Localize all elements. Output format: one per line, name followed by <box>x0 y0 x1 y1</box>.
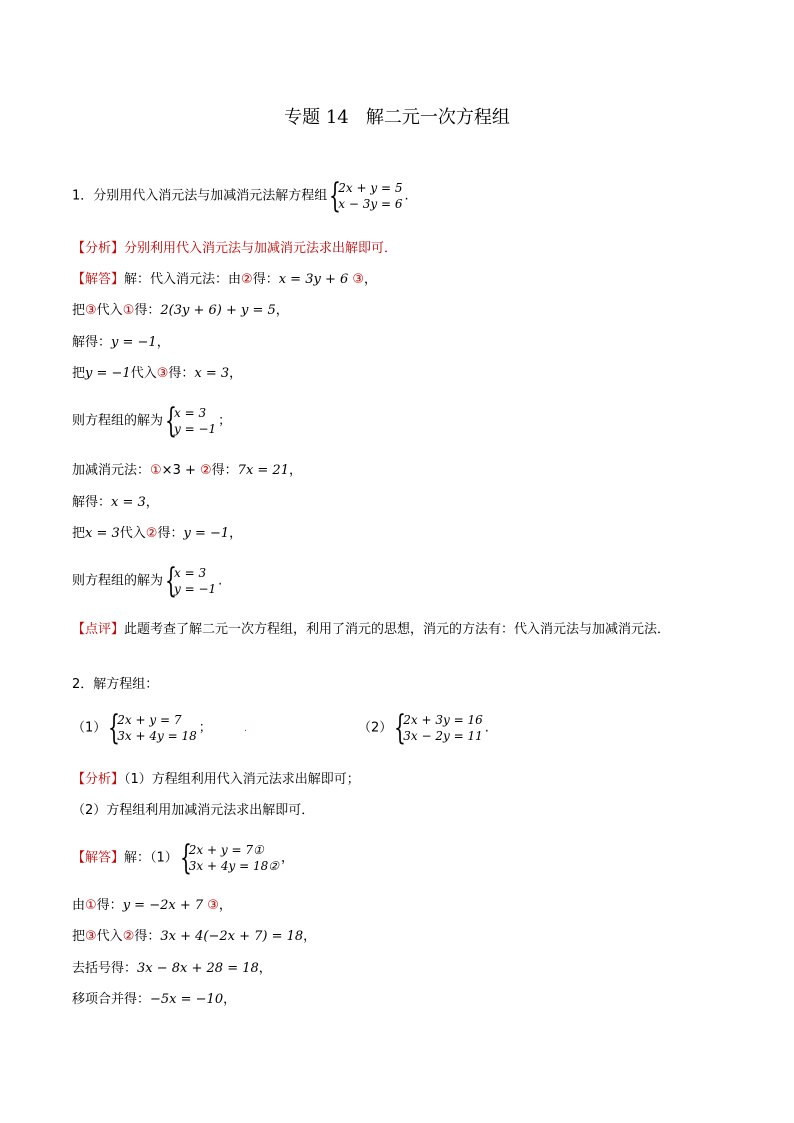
analysis-1: 【分析】分别利用代入消元法与加减消元法求出解即可． <box>72 241 398 256</box>
title-number: 14 <box>325 107 349 128</box>
question-1: 1．分别用代入消元法与加减消元法解方程组 { 2x + y = 5 x − 3y = 6 . <box>72 176 409 216</box>
solution-system: { x = 3 y = −1 <box>165 401 217 441</box>
stray-dot: . <box>244 724 247 734</box>
answer-2-line-5: 移项合并得：−5x = −10， <box>72 992 237 1007</box>
question-2-label: 2．解方程组： <box>72 677 159 692</box>
equation-system: { 2x + y = 7① 3x + 4y = 18② <box>179 838 280 878</box>
answer-1-line-5: 则方程组的解为 { x = 3 y = −1 ； <box>72 401 232 441</box>
answer-1-line-9: 则方程组的解为 { x = 3 y = −1 . <box>72 561 223 601</box>
answer-1-line-7: 解得：x = 3， <box>72 495 159 510</box>
answer-2-line-2: 由①得：y = −2x + 7 ③， <box>72 898 232 913</box>
analysis-tag: 【分析】 <box>72 241 125 256</box>
question-2-part-1: （1） { 2x + y = 7 3x + 4y = 18 ； <box>72 708 212 748</box>
answer-2-line-3: 把③代入②得：3x + 4(−2x + 7) = 18， <box>72 929 317 944</box>
page-title <box>0 106 794 130</box>
answer-1-line-8: 把x = 3代入②得：y = −1， <box>72 526 243 541</box>
equation-system: { 2x + 3y = 16 3x − 2y = 11 <box>394 708 483 748</box>
answer-2-line-1: 【解答】解：（1） { 2x + y = 7① 3x + 4y = 18② ， <box>72 838 295 878</box>
answer-1-line-2: 把③代入①得：2(3y + 6) + y = 5， <box>72 303 289 318</box>
answer-2-line-4: 去括号得：3x − 8x + 28 = 18， <box>72 961 272 976</box>
comment-tag: 【点评】 <box>72 622 125 637</box>
equation-system: { 2x + y = 5 x − 3y = 6 <box>329 176 403 216</box>
answer-1-line-3: 解得：y = −1， <box>72 335 170 350</box>
analysis-tag: 【分析】 <box>72 772 125 787</box>
question-1-label: 1．分别用代入消元法与加减消元法解方程组 <box>72 188 328 204</box>
equation-system: { 2x + y = 7 3x + 4y = 18 <box>108 708 197 748</box>
solution-system: { x = 3 y = −1 <box>165 561 217 601</box>
answer-1-line-6: 加减消元法：①×3 + ②得：7x = 21， <box>72 463 302 478</box>
analysis-2-line-2: （2）方程组利用加减消元法求出解即可． <box>72 803 315 818</box>
title-text: 解二元一次方程组 <box>365 107 510 128</box>
question-2 <box>72 676 158 694</box>
comment-1: 【点评】此题考查了解二元一次方程组，利用了消元的思想，消元的方法有：代入消元法与加减消元法． <box>72 622 671 637</box>
answer-1-line-1: 【解答】解：代入消元法：由②得：x = 3y + 6 ③， <box>72 272 378 287</box>
answer-tag: 【解答】 <box>72 272 125 287</box>
answer-tag: 【解答】 <box>72 850 125 866</box>
analysis-2-line-1: 【分析】（1）方程组利用代入消元法求出解即可； <box>72 772 360 787</box>
title-prefix: 专题 <box>284 107 321 128</box>
question-2-part-2: （2） { 2x + 3y = 16 3x − 2y = 11 . <box>358 708 489 748</box>
answer-1-line-4: 把y = −1代入③得：x = 3， <box>72 366 243 381</box>
